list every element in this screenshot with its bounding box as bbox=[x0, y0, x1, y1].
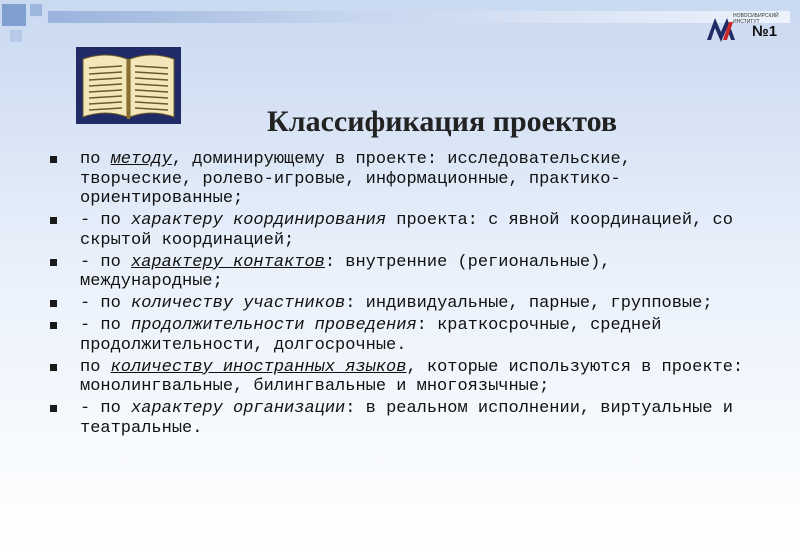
bullet-icon bbox=[50, 259, 57, 266]
list-item bbox=[50, 316, 750, 355]
item-term: характеру организации bbox=[131, 399, 346, 418]
list-item bbox=[50, 358, 750, 397]
item-prefix: - по bbox=[80, 399, 132, 418]
slide-title: Классификация проектов bbox=[267, 105, 618, 138]
bullet-icon bbox=[50, 364, 57, 371]
item-prefix: - по bbox=[80, 294, 132, 313]
logo-text-line2: ИНСТИТУТ bbox=[733, 19, 760, 25]
logo-text-line1: НОВОСИБИРСКИЙ bbox=[733, 13, 779, 19]
item-text: : в реальном исполнении, виртуальные и театральные. bbox=[80, 399, 733, 438]
bullet-icon bbox=[50, 300, 57, 307]
top-squares-decoration bbox=[0, 0, 90, 50]
bullet-icon bbox=[50, 217, 57, 224]
classification-list bbox=[50, 150, 750, 441]
open-book-icon bbox=[76, 47, 181, 124]
logo-number: №1 bbox=[752, 23, 778, 40]
bullet-icon bbox=[50, 322, 57, 329]
item-prefix: по bbox=[80, 150, 111, 169]
item-prefix: - по bbox=[80, 252, 132, 272]
item-term: продолжительности проведения bbox=[131, 316, 417, 335]
item-text: , которые используются в проекте: монолингвальные, билингвальные и многоязычные; bbox=[80, 357, 744, 396]
item-prefix: - по bbox=[80, 211, 132, 230]
item-text: проекта: с явной координацией, со скрытой координацией; bbox=[80, 211, 733, 250]
item-prefix: - по bbox=[80, 316, 132, 335]
item-term: количеству участников bbox=[131, 294, 346, 313]
item-term: характеру контактов bbox=[131, 252, 325, 272]
list-item bbox=[50, 150, 750, 209]
item-term: характеру координирования bbox=[131, 211, 387, 230]
item-text: : краткосрочные, средней продолжительности, долгосрочные. bbox=[80, 316, 662, 355]
item-prefix: по bbox=[80, 357, 111, 377]
item-term: методу bbox=[110, 150, 172, 169]
bullet-icon bbox=[50, 156, 57, 163]
item-term: количеству иностранных языков bbox=[110, 357, 407, 377]
item-text: : индивидуальные, парные, групповые; bbox=[345, 294, 713, 313]
list-item bbox=[50, 253, 750, 292]
list-item bbox=[50, 211, 750, 250]
top-bar-decoration bbox=[48, 11, 790, 23]
item-text: : внутренние (региональные), международные; bbox=[80, 252, 611, 291]
list-item bbox=[50, 399, 750, 438]
list-item bbox=[50, 294, 750, 314]
bullet-icon bbox=[50, 405, 57, 412]
item-text: , доминирующему в проекте: исследовательские, творческие, ролево-игровые, информационные, практико-ориентированные; bbox=[80, 150, 631, 208]
